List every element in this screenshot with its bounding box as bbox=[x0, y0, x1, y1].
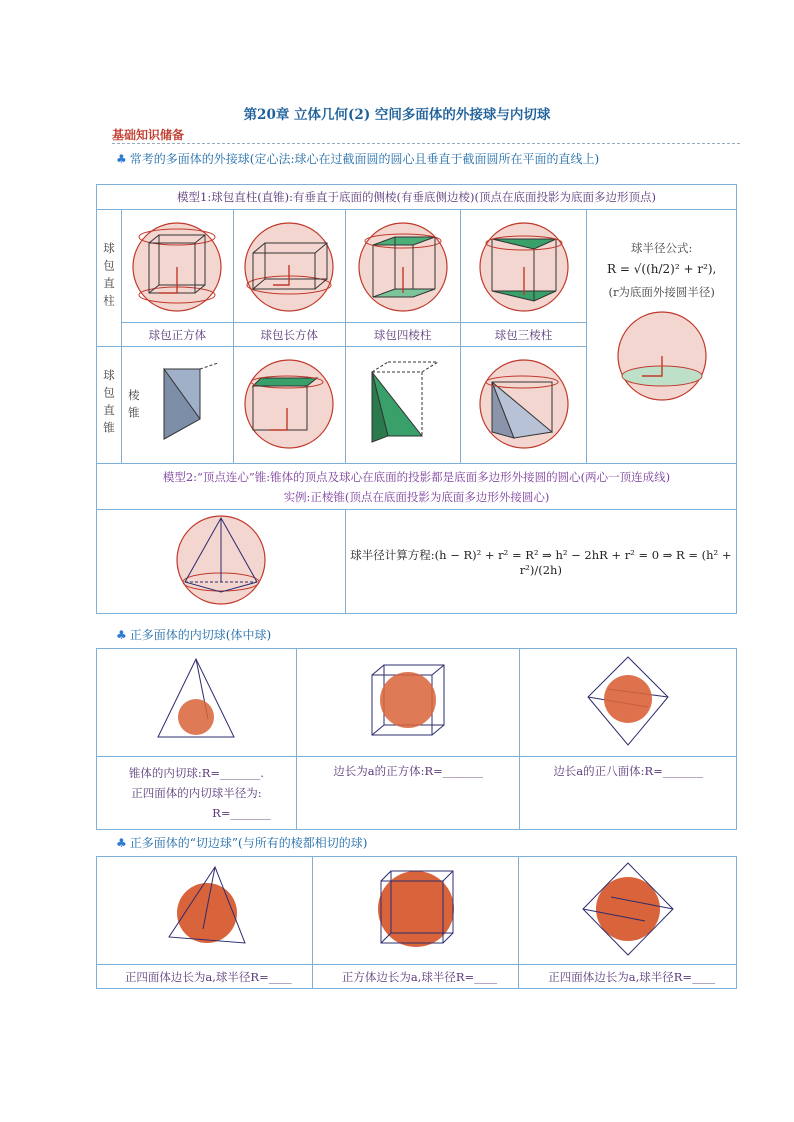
edgesphere-tetra-text: 正四面体边长为a,球半径R=____ bbox=[97, 965, 313, 989]
insphere-cube-text: 边长为a的正方体:R=_______ bbox=[296, 757, 520, 830]
model2-header: 模型2:“顶点连心”锥:锥体的顶点及球心在底面的投影都是底面多边形外接圆的圆心(两心一顶连成线) bbox=[162, 469, 671, 484]
inscribed-table bbox=[96, 648, 737, 830]
figure-edgesphere-tetra bbox=[97, 857, 313, 965]
figure-insphere-tetra bbox=[97, 649, 297, 757]
model2-formula: 球半径计算方程:(h − R)² + r² = R² ⇒ h² − 2hR + r² = 0 ⇒ R = (h² + r²)/(2h) bbox=[345, 510, 736, 614]
figure-edgesphere-cube bbox=[312, 857, 519, 965]
row-sublabel: 棱锥 bbox=[126, 388, 141, 424]
formula-cell bbox=[587, 210, 737, 464]
row-label-pyramid: 球包直锥 bbox=[101, 368, 116, 439]
circumscribed-table bbox=[96, 184, 737, 614]
model1-header: 模型1:球包直柱(直锥):有垂直于底面的侧棱(有垂底侧边棱)(顶点在底面投影为底面多边形顶点) bbox=[97, 185, 737, 210]
figure-tri-prism bbox=[460, 210, 587, 323]
club-icon: ♣ bbox=[116, 152, 127, 166]
caption-cuboid: 球包长方体 bbox=[233, 323, 345, 347]
edgesphere-octa-text: 正四面体边长为a,球半径R=____ bbox=[519, 965, 737, 989]
figure-insphere-cube bbox=[296, 649, 520, 757]
edgesphere-cube-text: 正方体边长为a,球半径R=____ bbox=[312, 965, 519, 989]
formula-radius: R = √((h/2)² + r²), bbox=[607, 262, 717, 276]
figure-pyramid-sphere-2 bbox=[460, 347, 587, 464]
club-icon: ♣ bbox=[116, 836, 127, 850]
edge-sphere-table bbox=[96, 856, 737, 989]
figure-pyramid-green bbox=[345, 347, 460, 464]
formula-note: (r为底面外接圆半径) bbox=[608, 285, 715, 299]
figure-pyramid-sphere bbox=[233, 347, 345, 464]
caption-cube: 球包正方体 bbox=[121, 323, 233, 347]
figure-pyramid-plain bbox=[121, 347, 233, 464]
figure-insphere-octa bbox=[520, 649, 737, 757]
club-icon: ♣ bbox=[116, 628, 127, 642]
section-heading-2: ♣ 正多面体的内切球(体中球) bbox=[116, 628, 272, 642]
caption-tri-prism: 球包三棱柱 bbox=[460, 323, 587, 347]
section-subtitle: 基础知识储备 bbox=[112, 128, 185, 142]
row-label-prism: 球包直柱 bbox=[101, 241, 116, 312]
figure-general-sphere bbox=[612, 310, 712, 402]
figure-quad-prism bbox=[345, 210, 460, 323]
section-heading-1: ♣ 常考的多面体的外接球(定心法:球心在过截面圆的圆心且垂直于截面圆所在平面的直线上) bbox=[116, 152, 600, 166]
insphere-octa-text: 边长a的正八面体:R=_______ bbox=[520, 757, 737, 830]
model2-example: 实例:正棱锥(顶点在底面投影为底面多边形外接圆心) bbox=[283, 489, 550, 504]
formula-title: 球半径公式: bbox=[631, 241, 693, 255]
insphere-pyramid-text: 锥体的内切球:R=_______. bbox=[128, 766, 264, 780]
figure-cube bbox=[121, 210, 233, 323]
section-heading-3: ♣ 正多面体的“切边球”(与所有的棱都相切的球) bbox=[116, 836, 368, 850]
insphere-tetra-answer: R=_______ bbox=[212, 806, 271, 820]
insphere-tetra-text: 正四面体的内切球半径为: bbox=[131, 786, 262, 800]
caption-quad-prism: 球包四棱柱 bbox=[345, 323, 460, 347]
figure-edgesphere-octa bbox=[519, 857, 737, 965]
page-title: 第20章 立体几何(2) 空间多面体的外接球与内切球 bbox=[243, 107, 551, 123]
figure-pyramid-apex bbox=[97, 510, 346, 614]
divider bbox=[112, 143, 740, 144]
figure-cuboid bbox=[233, 210, 345, 323]
